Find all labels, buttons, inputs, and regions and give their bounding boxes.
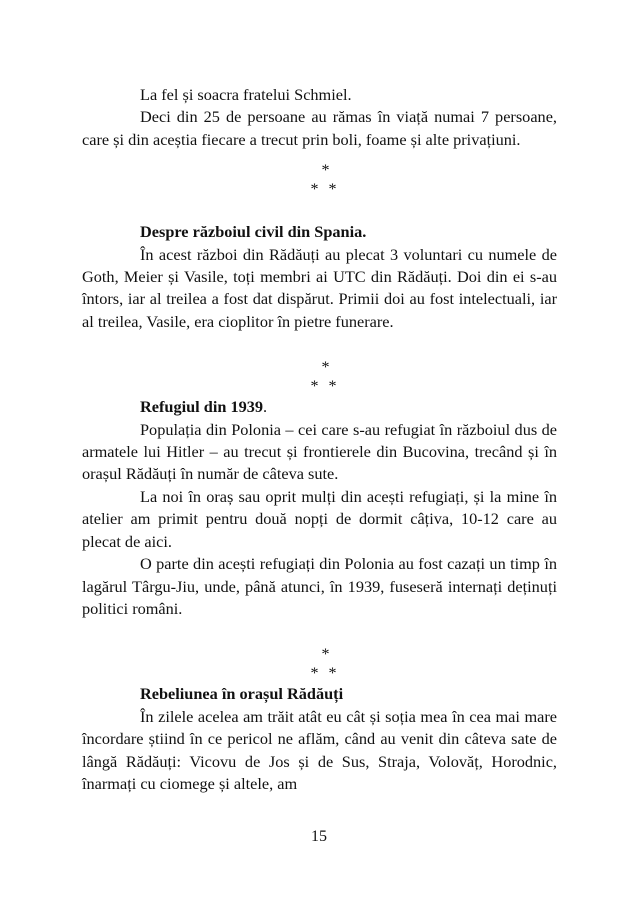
- heading-refugees-1939-period: .: [263, 397, 268, 417]
- page-body: [82, 84, 557, 795]
- separator-stars-bottom: * *: [310, 665, 337, 683]
- separator-star-top: *: [321, 162, 330, 180]
- heading-radauti-rebellion: Rebeliunea în orașul Rădăuți: [140, 684, 344, 704]
- page-number: 15: [311, 828, 327, 845]
- paragraph-volunteers: În acest război din Rădăuți au plecat 3 voluntari cu numele de Goth, Meier și Vasile, toți membri ai UTC din Rădăuți. Doi din ei s-au întors, iar al treilea a fost dat dispărut. Primii doi au fost intelectuali, iar al treilea, Vasile, era cioplitor în pietre funerare.: [82, 244, 557, 331]
- separator-star-top: *: [321, 359, 330, 377]
- separator-stars-bottom: * *: [310, 378, 337, 396]
- paragraph-rebellion-days: În zilele acelea am trăit atât eu cât și soția mea în cea mai mare încordare știind în ce pericol ne aflăm, când au venit din câteva sate de lângă Rădăuți: Vicovu de Jos și de Sus, Straja, Volovăț, Horodnic, înarmați cu ciomege și altele, am: [82, 706, 557, 793]
- paragraph-survivors: Deci din 25 de persoane au rămas în viață numai 7 persoane, care și din aceștia fiecare a trecut prin boli, foame și alte privațiuni.: [82, 107, 557, 149]
- heading-refugees-1939: Refugiul din 1939: [140, 397, 264, 417]
- heading-refugees-1939-line: [82, 396, 557, 418]
- section-separator: [82, 645, 557, 683]
- section-separator: [82, 358, 557, 396]
- paragraph-workshop-shelter: La noi în oraș sau oprit mulți din acești refugiați, și la mine în atelier am primit pentru două nopți de dormit câțiva, 10-12 care au plecat de aici.: [82, 486, 557, 551]
- separator-stars-bottom: * *: [310, 181, 337, 199]
- paragraph-targu-jiu: O parte din acești refugiați din Polonia au fost cazați un timp în lagărul Târgu-Jiu, unde, până atunci, în 1939, fuseseră internați deținuți politici români.: [82, 554, 557, 618]
- paragraph-schmiel: La fel și soacra fratelui Schmiel.: [140, 85, 352, 104]
- heading-spain-civil-war: Despre războiul civil din Spania.: [140, 222, 367, 242]
- paragraph-poland-refugees: Populația din Polonia – cei care s-au refugiat în războiul dus de armatele lui Hitler – au trecut și frontierele din Bucovina, trecând și în orașul Rădăuți în număr de câteva sute.: [82, 419, 557, 484]
- section-separator: [82, 161, 557, 199]
- separator-star-top: *: [321, 646, 330, 664]
